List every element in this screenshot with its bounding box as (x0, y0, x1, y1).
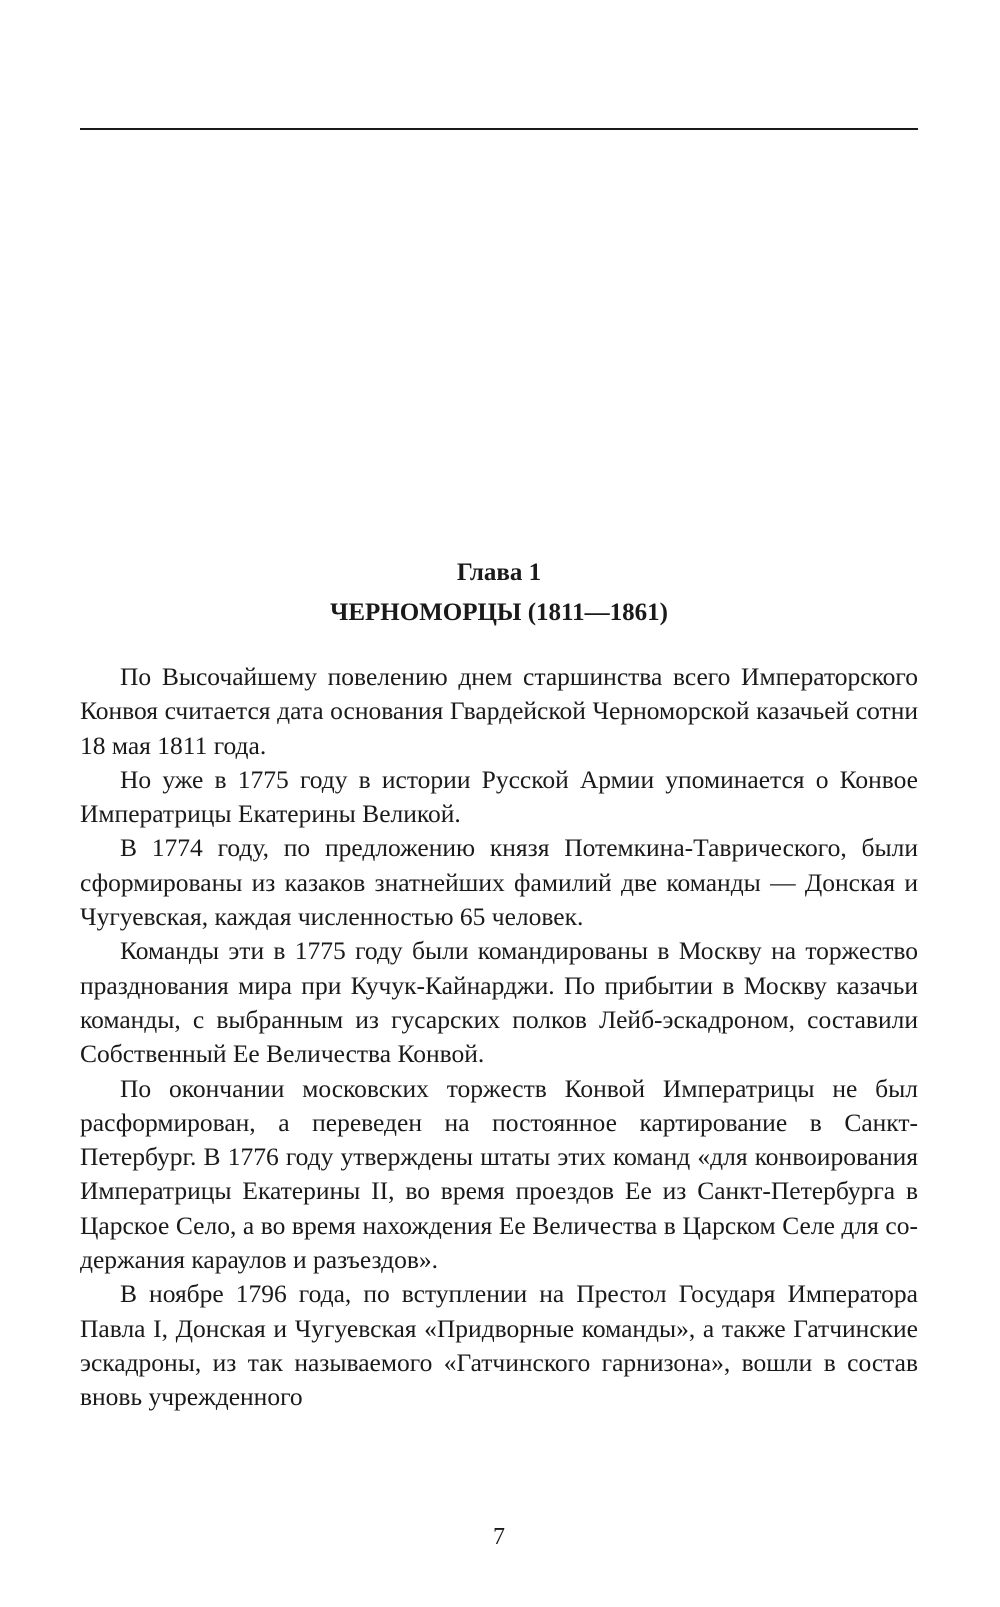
chapter-title: ЧЕРНОМОРЦЫ (1811—1861) (329, 599, 668, 626)
paragraph: По Высочайшему повелению днем старшинства всего Императорского Конвоя считается дата основания Гвардейской Черноморской казачьей сотни 18 мая 1811 года. (80, 662, 918, 760)
paragraph: В 1774 году, по предложению князя Потемкина-Таврического, были сформированы из казаков знатнейших фамилий две команды — Донская и Чугуевская, каждая численностью 65 человек. (80, 833, 918, 932)
chapter-label: Глава 1 (456, 559, 542, 586)
page-number: 7 (493, 1524, 505, 1550)
paragraph: Но уже в 1775 году в истории Русской Армии упоминается о Конвое Императрицы Екатерины Великой. (80, 764, 918, 829)
paragraph: По окончании московских торжеств Конвой Императрицы не был расформирован, а переведен на постоянное картирование в Санкт-Петербург. В 1776 году утверждены штаты этих команд «для конвоирования Императрицы Екатерины II, во время проездов Ее из Санкт-Петербурга в Царское Село, а во время нахождения Ее Величества в Царском Селе для содержания караулов и разъездов». (80, 1073, 918, 1275)
paragraph: В ноябре 1796 года, по вступлении на Престол Государя Императора Павла I, Донская и Чугуевская «Придворные команды», а также Гатчинские эскадроны, из так называемого «Гатчинского гарнизона», вошли в состав вновь учрежденного (80, 1279, 918, 1412)
paragraph: Команды эти в 1775 году были командированы в Москву на торжество празднования мира при Кучук-Кайнарджи. По прибытии в Москву казачьи команды, с выбранным из гусарских полков Лейб-эскадроном, составили Собственный Ее Величества Конвой. (80, 936, 918, 1069)
header-rule (80, 128, 918, 130)
body-text (80, 660, 918, 1415)
